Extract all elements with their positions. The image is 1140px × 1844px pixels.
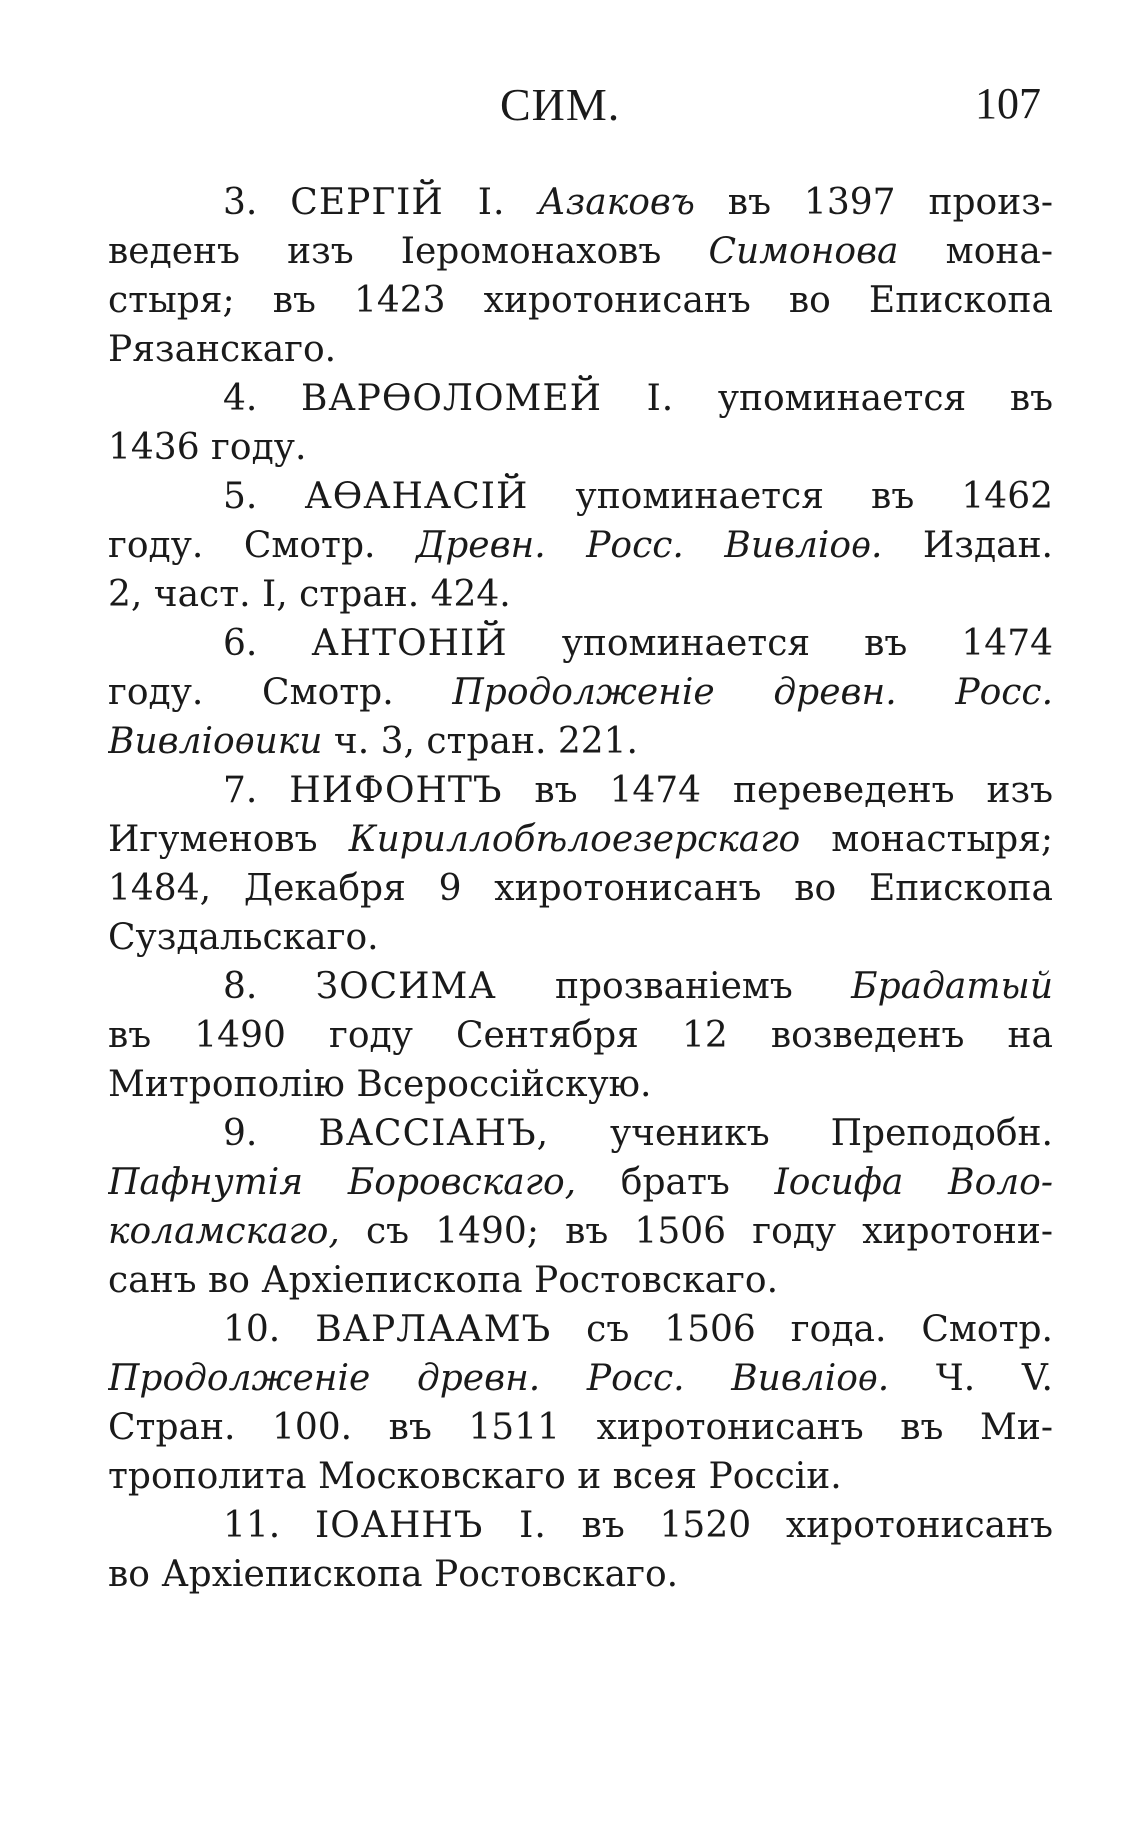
text-segment: веденъ изъ Іеромонаховъ xyxy=(108,231,709,272)
text-line xyxy=(108,1060,1053,1109)
italic-text: Кириллобѣлоезерскаго xyxy=(348,819,801,860)
entry-name: АѲАНАСІЙ xyxy=(304,476,529,517)
text-segment: въ 1520 хиротонисанъ xyxy=(546,1505,1053,1546)
italic-text: Азаковъ xyxy=(538,182,695,223)
entry-name: ЗОСИМА xyxy=(315,966,497,1007)
running-head: СИМ. xyxy=(500,79,621,130)
text-segment: прозваніемъ xyxy=(496,966,852,1007)
text-segment: Стран. 100. въ 1511 хиротонисанъ въ Ми- xyxy=(108,1407,1053,1448)
text-segment: 10. xyxy=(223,1309,316,1350)
text-line xyxy=(108,1256,1053,1305)
italic-text: Продолженіе древн. Росс. xyxy=(452,672,1053,713)
text-segment: Митрополію Всероссійскую. xyxy=(108,1064,652,1105)
entry-name: НИФОНТЪ xyxy=(289,770,503,811)
text-line xyxy=(108,1011,1053,1060)
text-segment: Игуменовъ xyxy=(108,819,349,860)
text-line xyxy=(108,1550,1053,1599)
text-line xyxy=(108,227,1053,276)
text-segment: въ 1490 году Сентября 12 возведенъ на xyxy=(108,1015,1053,1056)
text-segment: году. Смотр. xyxy=(108,672,453,713)
text-line xyxy=(108,423,1053,472)
text-line xyxy=(108,668,1053,717)
entry-name: СЕРГІЙ І. xyxy=(290,182,506,223)
text-line xyxy=(108,1158,1053,1207)
text-segment: 3. xyxy=(223,182,291,223)
text-line xyxy=(108,619,1053,668)
text-line xyxy=(108,1354,1053,1403)
italic-text: Продолженіе древн. Росс. Вивліоѳ. xyxy=(108,1358,890,1399)
text-segment xyxy=(505,182,538,223)
text-line xyxy=(108,1403,1053,1452)
text-segment: 9. xyxy=(223,1113,319,1154)
text-segment: Ч. V. xyxy=(889,1358,1053,1399)
text-segment: ч. 3, стран. 221. xyxy=(322,721,638,762)
text-segment: 1436 году. xyxy=(108,427,307,468)
italic-text: Симонова xyxy=(708,231,899,272)
text-line xyxy=(108,276,1053,325)
italic-text: Іосифа Воло- xyxy=(774,1162,1053,1203)
text-segment: 7. xyxy=(223,770,290,811)
text-line xyxy=(108,1452,1053,1501)
text-segment: Суздальскаго. xyxy=(108,917,379,958)
text-segment: Рязанскаго. xyxy=(108,329,337,370)
text-segment: 5. xyxy=(223,476,305,517)
italic-text: Древн. Росс. Вивліоѳ. xyxy=(415,525,883,566)
text-segment: въ 1474 переведенъ изъ xyxy=(502,770,1053,811)
text-line xyxy=(108,766,1053,815)
text-segment: упоминается въ 1474 xyxy=(507,623,1053,664)
text-segment: мона- xyxy=(898,231,1053,272)
text-line xyxy=(108,178,1053,227)
text-line xyxy=(108,815,1053,864)
text-segment: 2, част. I, стран. 424. xyxy=(108,574,511,615)
entry-name: ІОАННЪ І. xyxy=(315,1505,547,1546)
text-line xyxy=(108,1109,1053,1158)
text-line xyxy=(108,521,1053,570)
entry-name: ВАРѲОЛОМЕЙ І. xyxy=(300,378,675,419)
page-header xyxy=(0,78,1140,148)
text-line xyxy=(108,913,1053,962)
text-line xyxy=(108,472,1053,521)
text-segment: 8. xyxy=(223,966,316,1007)
text-line xyxy=(108,1305,1053,1354)
italic-text: Вивліоѳики xyxy=(108,721,323,762)
text-segment: братъ xyxy=(576,1162,775,1203)
text-segment: Издан. xyxy=(882,525,1053,566)
text-line xyxy=(108,1501,1053,1550)
text-segment: 11. xyxy=(223,1505,316,1546)
italic-text: Пафнутія Боровскаго, xyxy=(108,1162,577,1203)
italic-text: коламскаго, xyxy=(108,1211,340,1252)
text-line xyxy=(108,374,1053,423)
text-segment: трополита Московскаго и всея Россіи. xyxy=(108,1456,842,1497)
text-segment: 4. xyxy=(223,378,301,419)
italic-text: Брадатый xyxy=(851,966,1053,1007)
text-segment: упоминается въ 1462 xyxy=(528,476,1053,517)
entry-name: ВАРЛААМЪ xyxy=(315,1309,552,1350)
entry-name: АНТОНІЙ xyxy=(311,623,508,664)
text-line xyxy=(108,1207,1053,1256)
text-segment: 1484, Декабря 9 хиротонисанъ во Епископа xyxy=(108,868,1053,909)
text-segment: 6. xyxy=(223,623,312,664)
text-segment: санъ во Архіепископа Ростовскаго. xyxy=(108,1260,779,1301)
entry-name: ВАССІАНЪ, xyxy=(318,1113,550,1154)
page-number: 107 xyxy=(975,79,1041,128)
text-line xyxy=(108,717,1053,766)
text-line xyxy=(108,325,1053,374)
text-segment: стыря; въ 1423 хиротонисанъ во Епископа xyxy=(108,280,1053,321)
text-segment: ученикъ Преподобн. xyxy=(549,1113,1053,1154)
text-segment: году. Смотр. xyxy=(108,525,416,566)
text-segment: съ 1506 года. Смотр. xyxy=(551,1309,1053,1350)
text-segment: монастыря; xyxy=(800,819,1053,860)
text-segment: во Архіепископа Ростовскаго. xyxy=(108,1554,679,1595)
text-segment: съ 1490; въ 1506 году хиротони- xyxy=(339,1211,1053,1252)
text-body xyxy=(108,178,1053,1599)
text-segment: въ 1397 произ- xyxy=(694,182,1053,223)
text-line xyxy=(108,962,1053,1011)
text-line xyxy=(108,570,1053,619)
text-line xyxy=(108,864,1053,913)
text-segment: упоминается въ xyxy=(674,378,1053,419)
